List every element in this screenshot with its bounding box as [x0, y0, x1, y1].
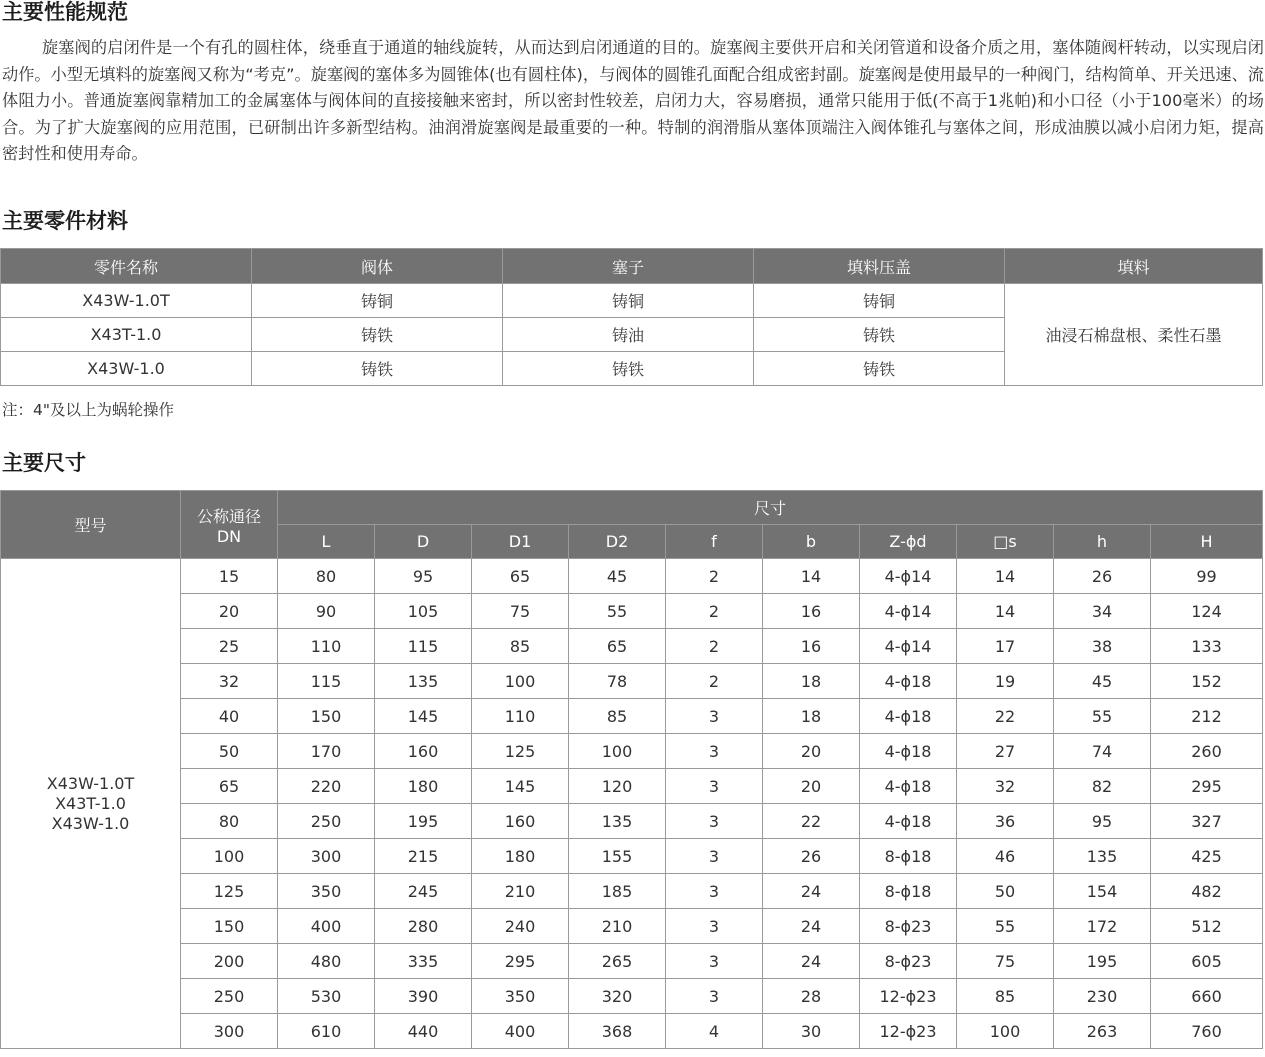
dimensions-cell-value: 14 [957, 594, 1054, 629]
dimensions-cell-dn: 40 [181, 699, 278, 734]
dimensions-cell-value: 160 [472, 804, 569, 839]
dimensions-cell-value: 20 [763, 734, 860, 769]
dimensions-cell-value: 172 [1054, 909, 1151, 944]
dimensions-cell-dn: 100 [181, 839, 278, 874]
dimensions-cell-value: 26 [763, 839, 860, 874]
dimensions-cell-value: 65 [569, 629, 666, 664]
dimensions-cell-value: 320 [569, 979, 666, 1014]
dimensions-row [1, 769, 1263, 804]
dimensions-cell-value: 120 [569, 769, 666, 804]
dimensions-cell-value: 295 [1151, 769, 1263, 804]
dimensions-cell-dn: 20 [181, 594, 278, 629]
dimensions-cell-dn: 125 [181, 874, 278, 909]
dimensions-cell-value: 3 [666, 874, 763, 909]
dimensions-cell-value: 265 [569, 944, 666, 979]
dimensions-cell-value: 170 [278, 734, 375, 769]
dimensions-subheader: Z-ϕd [860, 525, 957, 559]
dimensions-row [1, 979, 1263, 1014]
dimensions-heading: 主要尺寸 [2, 451, 86, 475]
dimensions-cell-value: 24 [763, 909, 860, 944]
dimensions-cell-value: 8-ϕ18 [860, 839, 957, 874]
dimensions-cell-value: 3 [666, 699, 763, 734]
dimensions-header-dn-line2: DN [216, 526, 242, 546]
dimensions-cell-value: 240 [472, 909, 569, 944]
dimensions-cell-value: 110 [472, 699, 569, 734]
dimensions-cell-value: 368 [569, 1014, 666, 1049]
dimensions-cell-value: 300 [278, 839, 375, 874]
dimensions-cell-value: 390 [375, 979, 472, 1014]
dimensions-cell-value: 24 [763, 874, 860, 909]
dimensions-cell-value: 180 [472, 839, 569, 874]
materials-note: 注：4"及以上为蜗轮操作 [2, 401, 174, 419]
dimensions-cell-value: 115 [278, 664, 375, 699]
model-name: X43T-1.0 [55, 793, 126, 813]
dimensions-cell-value: 124 [1151, 594, 1263, 629]
dimensions-cell-value: 75 [957, 944, 1054, 979]
dimensions-cell-value: 55 [957, 909, 1054, 944]
dimensions-cell-value: 327 [1151, 804, 1263, 839]
dimensions-cell-value: 350 [472, 979, 569, 1014]
dimensions-row [1, 699, 1263, 734]
dimensions-cell-value: 99 [1151, 559, 1263, 594]
dimensions-cell-value: 185 [569, 874, 666, 909]
dimensions-cell-value: 17 [957, 629, 1054, 664]
dimensions-cell-value: 220 [278, 769, 375, 804]
dimensions-row [1, 559, 1263, 594]
dimensions-cell-value: 36 [957, 804, 1054, 839]
dimensions-cell-value: 263 [1054, 1014, 1151, 1049]
dimensions-cell-value: 110 [278, 629, 375, 664]
dimensions-cell-value: 212 [1151, 699, 1263, 734]
dimensions-cell-value: 14 [763, 559, 860, 594]
dimensions-cell-value: 45 [569, 559, 666, 594]
dimensions-cell-value: 160 [375, 734, 472, 769]
dimensions-cell-value: 26 [1054, 559, 1151, 594]
dimensions-cell-value: 24 [763, 944, 860, 979]
dimensions-cell-value: 95 [1054, 804, 1151, 839]
dimensions-cell-models [1, 559, 181, 1049]
dimensions-cell-dn: 32 [181, 664, 278, 699]
dimensions-cell-value: 660 [1151, 979, 1263, 1014]
materials-cell-plug: 铸油 [503, 318, 754, 352]
materials-cell-gland: 铸铁 [754, 352, 1005, 386]
dimensions-cell-value: 28 [763, 979, 860, 1014]
dimensions-cell-value: 32 [957, 769, 1054, 804]
dimensions-cell-value: 605 [1151, 944, 1263, 979]
dimensions-cell-value: 115 [375, 629, 472, 664]
materials-header-plug: 塞子 [503, 249, 754, 284]
dimensions-cell-value: 295 [472, 944, 569, 979]
materials-header-part-name: 零件名称 [1, 249, 252, 284]
dimensions-cell-value: 14 [957, 559, 1054, 594]
materials-cell-body: 铸铁 [252, 318, 503, 352]
materials-cell-model: X43W-1.0T [1, 284, 252, 318]
dimensions-cell-value: 8-ϕ23 [860, 909, 957, 944]
dimensions-row [1, 804, 1263, 839]
dimensions-cell-value: 482 [1151, 874, 1263, 909]
dimensions-cell-value: 100 [957, 1014, 1054, 1049]
dimensions-cell-value: 135 [375, 664, 472, 699]
dimensions-table [0, 490, 1263, 1049]
dimensions-cell-value: 135 [569, 804, 666, 839]
materials-cell-packing: 油浸石棉盘根、柔性石墨 [1005, 284, 1263, 386]
dimensions-cell-value: 180 [375, 769, 472, 804]
dimensions-row [1, 909, 1263, 944]
dimensions-cell-value: 610 [278, 1014, 375, 1049]
dimensions-cell-value: 30 [763, 1014, 860, 1049]
dimensions-cell-value: 46 [957, 839, 1054, 874]
dimensions-cell-value: 38 [1054, 629, 1151, 664]
dimensions-cell-dn: 150 [181, 909, 278, 944]
dimensions-cell-value: 400 [278, 909, 375, 944]
dimensions-header-size: 尺寸 [278, 491, 1263, 525]
dimensions-cell-value: 20 [763, 769, 860, 804]
materials-table [0, 248, 1263, 386]
dimensions-row [1, 1014, 1263, 1049]
dimensions-cell-value: 22 [763, 804, 860, 839]
dimensions-cell-value: 2 [666, 664, 763, 699]
dimensions-cell-value: 4-ϕ14 [860, 629, 957, 664]
dimensions-cell-value: 78 [569, 664, 666, 699]
materials-cell-body: 铸铁 [252, 352, 503, 386]
dimensions-subheader: h [1054, 525, 1151, 559]
materials-cell-model: X43W-1.0 [1, 352, 252, 386]
dimensions-cell-value: 18 [763, 664, 860, 699]
dimensions-cell-value: 3 [666, 944, 763, 979]
dimensions-cell-dn: 250 [181, 979, 278, 1014]
dimensions-cell-value: 12-ϕ23 [860, 1014, 957, 1049]
dimensions-cell-value: 440 [375, 1014, 472, 1049]
dimensions-row [1, 594, 1263, 629]
dimensions-cell-value: 4-ϕ18 [860, 769, 957, 804]
dimensions-cell-value: 210 [472, 874, 569, 909]
dimensions-row [1, 839, 1263, 874]
dimensions-cell-value: 125 [472, 734, 569, 769]
dimensions-cell-value: 90 [278, 594, 375, 629]
dimensions-cell-value: 512 [1151, 909, 1263, 944]
dimensions-cell-value: 530 [278, 979, 375, 1014]
dimensions-cell-value: 4 [666, 1014, 763, 1049]
dimensions-subheader: b [763, 525, 860, 559]
dimensions-cell-value: 105 [375, 594, 472, 629]
materials-header-row [1, 249, 1263, 284]
dimensions-cell-value: 3 [666, 804, 763, 839]
dimensions-cell-value: 145 [472, 769, 569, 804]
materials-cell-model: X43T-1.0 [1, 318, 252, 352]
dimensions-row [1, 629, 1263, 664]
dimensions-cell-dn: 200 [181, 944, 278, 979]
materials-heading: 主要零件材料 [2, 209, 128, 233]
dimensions-cell-value: 3 [666, 839, 763, 874]
dimensions-header-dn [181, 491, 278, 559]
dimensions-cell-value: 50 [957, 874, 1054, 909]
dimensions-cell-value: 480 [278, 944, 375, 979]
dimensions-cell-value: 16 [763, 594, 860, 629]
dimensions-cell-value: 154 [1054, 874, 1151, 909]
materials-header-body: 阀体 [252, 249, 503, 284]
dimensions-cell-value: 4-ϕ18 [860, 734, 957, 769]
dimensions-cell-value: 335 [375, 944, 472, 979]
dimensions-cell-value: 22 [957, 699, 1054, 734]
dimensions-cell-value: 155 [569, 839, 666, 874]
dimensions-cell-value: 100 [569, 734, 666, 769]
dimensions-cell-value: 18 [763, 699, 860, 734]
dimensions-cell-value: 4-ϕ18 [860, 804, 957, 839]
materials-cell-plug: 铸铜 [503, 284, 754, 318]
performance-heading: 主要性能规范 [2, 0, 128, 24]
dimensions-cell-value: 3 [666, 909, 763, 944]
dimensions-cell-value: 4-ϕ18 [860, 664, 957, 699]
dimensions-cell-value: 2 [666, 559, 763, 594]
dimensions-cell-value: 145 [375, 699, 472, 734]
dimensions-cell-value: 4-ϕ14 [860, 559, 957, 594]
dimensions-cell-value: 3 [666, 769, 763, 804]
dimensions-cell-value: 2 [666, 594, 763, 629]
dimensions-row [1, 734, 1263, 769]
dimensions-subheader: f [666, 525, 763, 559]
dimensions-cell-dn: 65 [181, 769, 278, 804]
dimensions-cell-dn: 80 [181, 804, 278, 839]
dimensions-cell-value: 215 [375, 839, 472, 874]
dimensions-cell-value: 80 [278, 559, 375, 594]
dimensions-row [1, 944, 1263, 979]
dimensions-cell-value: 150 [278, 699, 375, 734]
dimensions-subheader: D [375, 525, 472, 559]
dimensions-cell-value: 152 [1151, 664, 1263, 699]
dimensions-cell-value: 74 [1054, 734, 1151, 769]
dimensions-header-row [1, 491, 1263, 525]
dimensions-cell-value: 4-ϕ14 [860, 594, 957, 629]
materials-cell-body: 铸铜 [252, 284, 503, 318]
dimensions-cell-value: 425 [1151, 839, 1263, 874]
dimensions-cell-value: 85 [569, 699, 666, 734]
dimensions-cell-value: 195 [375, 804, 472, 839]
dimensions-row [1, 874, 1263, 909]
dimensions-row [1, 664, 1263, 699]
dimensions-cell-value: 55 [1054, 699, 1151, 734]
dimensions-cell-value: 95 [375, 559, 472, 594]
model-name: X43W-1.0 [51, 813, 130, 833]
dimensions-cell-value: 260 [1151, 734, 1263, 769]
materials-cell-plug: 铸铁 [503, 352, 754, 386]
dimensions-cell-value: 245 [375, 874, 472, 909]
dimensions-cell-value: 8-ϕ23 [860, 944, 957, 979]
materials-row [1, 284, 1263, 318]
dimensions-cell-value: 19 [957, 664, 1054, 699]
materials-cell-gland: 铸铁 [754, 318, 1005, 352]
performance-paragraph: 旋塞阀的启闭件是一个有孔的圆柱体，绕垂直于通道的轴线旋转，从而达到启闭通道的目的。旋塞阀主要供开启和关闭管道和设备介质之用，塞体随阀杆转动，以实现启闭动作。小型无填料的旋塞阀又称为“考克”。旋塞阀的塞体多为圆锥体(也有圆柱体)，与阀体的圆锥孔面配合组成密封副。旋塞阀是使用最早的一种阀门，结构简单、开关迅速、流体阻力小。普通旋塞阀靠精加工的金属塞体与阀体间的直接接触来密封，所以密封性较差，启闭力大，容易磨损，通常只能用于低(不高于1兆帕)和小口径（小于100毫米）的场合。为了扩大旋塞阀的应用范围，已研制出许多新型结构。油润滑旋塞阀是最重要的一种。特制的润滑脂从塞体顶端注入阀体锥孔与塞体之间，形成油膜以减小启闭力矩，提高密封性和使用寿命。 [2, 38, 1264, 163]
dimensions-cell-value: 100 [472, 664, 569, 699]
dimensions-cell-value: 2 [666, 629, 763, 664]
dimensions-cell-value: 75 [472, 594, 569, 629]
model-name: X43W-1.0T [46, 773, 135, 793]
dimensions-cell-value: 27 [957, 734, 1054, 769]
dimensions-cell-value: 760 [1151, 1014, 1263, 1049]
dimensions-header-model: 型号 [1, 491, 181, 559]
dimensions-cell-value: 34 [1054, 594, 1151, 629]
dimensions-cell-dn: 25 [181, 629, 278, 664]
materials-header-gland: 填料压盖 [754, 249, 1005, 284]
dimensions-cell-value: 16 [763, 629, 860, 664]
dimensions-cell-value: 85 [472, 629, 569, 664]
dimensions-subheader: D1 [472, 525, 569, 559]
materials-cell-gland: 铸铜 [754, 284, 1005, 318]
dimensions-cell-value: 133 [1151, 629, 1263, 664]
dimensions-cell-value: 195 [1054, 944, 1151, 979]
dimensions-cell-value: 400 [472, 1014, 569, 1049]
dimensions-cell-value: 12-ϕ23 [860, 979, 957, 1014]
dimensions-cell-value: 45 [1054, 664, 1151, 699]
dimensions-cell-value: 230 [1054, 979, 1151, 1014]
materials-header-packing: 填料 [1005, 249, 1263, 284]
dimensions-cell-value: 250 [278, 804, 375, 839]
dimensions-cell-dn: 15 [181, 559, 278, 594]
dimensions-subheader: D2 [569, 525, 666, 559]
dimensions-cell-value: 350 [278, 874, 375, 909]
dimensions-header-dn-line1: 公称通径 [196, 506, 261, 526]
dimensions-cell-value: 4-ϕ18 [860, 699, 957, 734]
dimensions-cell-value: 280 [375, 909, 472, 944]
dimensions-cell-value: 135 [1054, 839, 1151, 874]
dimensions-cell-value: 55 [569, 594, 666, 629]
dimensions-subheader: H [1151, 525, 1263, 559]
dimensions-cell-value: 85 [957, 979, 1054, 1014]
dimensions-cell-value: 3 [666, 979, 763, 1014]
dimensions-cell-value: 210 [569, 909, 666, 944]
dimensions-cell-value: 3 [666, 734, 763, 769]
dimensions-subheader: □s [957, 525, 1054, 559]
dimensions-cell-value: 65 [472, 559, 569, 594]
dimensions-cell-dn: 300 [181, 1014, 278, 1049]
dimensions-cell-dn: 50 [181, 734, 278, 769]
dimensions-cell-value: 82 [1054, 769, 1151, 804]
dimensions-cell-value: 8-ϕ18 [860, 874, 957, 909]
dimensions-subheader: L [278, 525, 375, 559]
